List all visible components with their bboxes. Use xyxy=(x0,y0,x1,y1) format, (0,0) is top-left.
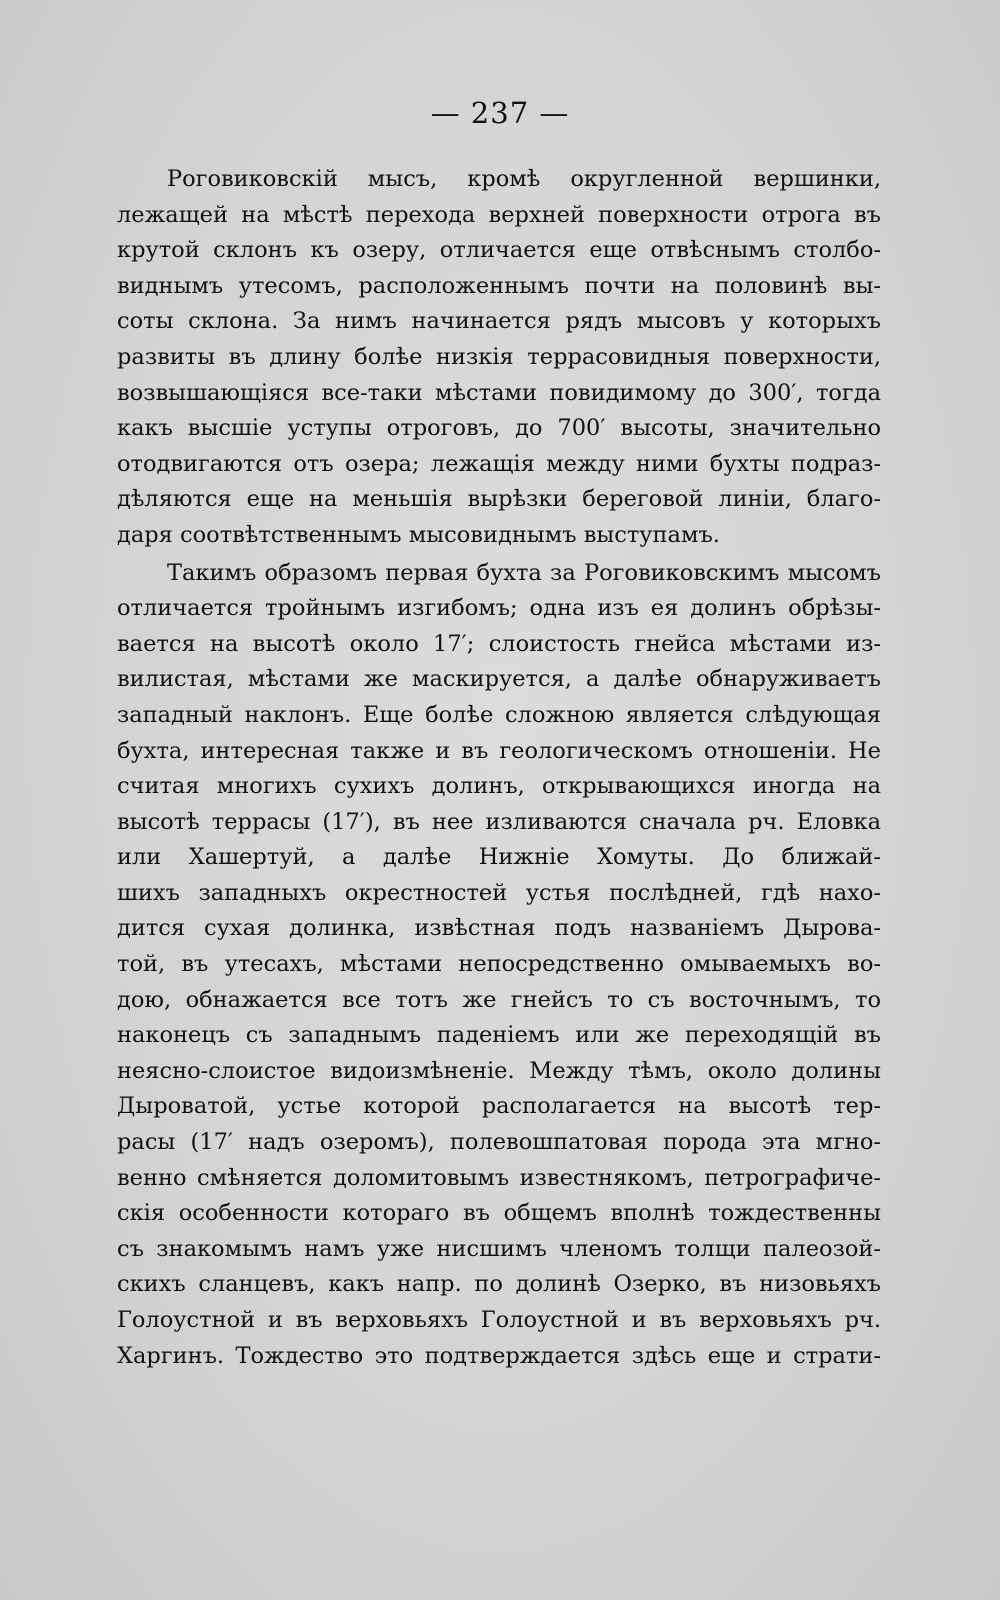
text-line: венно смѣняется доломитовымъ известнякомъ, петрографиче- xyxy=(117,1164,881,1191)
text-line: даря соотвѣтственнымъ мысовиднымъ выступамъ. xyxy=(117,521,720,548)
text-line: вается на высотѣ около 17′; слоистость гнейса мѣстами из- xyxy=(117,630,881,657)
text-line: Роговиковскій мысъ, кромѣ округленной вершинки, xyxy=(167,166,881,192)
text-line: той, въ утесахъ, мѣстами непосредственно омываемыхъ во- xyxy=(117,951,881,978)
text-line: шихъ западныхъ окрестностей устья послѣдней, гдѣ нахо- xyxy=(117,879,881,906)
text-line: расы (17′ надъ озеромъ), полевошпатовая порода эта мгно- xyxy=(117,1129,881,1156)
text-line: Дыроватой, устье которой располагается на высотѣ тер- xyxy=(117,1093,881,1120)
text-line: или Хашертуй, а далѣе Нижніе Хомуты. До ближай- xyxy=(117,844,881,871)
text-line: какъ высшіе уступы отроговъ, до 700′ высоты, значительно xyxy=(117,415,881,442)
text-line: Такимъ образомъ первая бухта за Роговиковскимъ мысомъ xyxy=(167,559,881,586)
text-line: Харгинъ. Тождество это подтверждается здѣсь еще и страти- xyxy=(117,1342,881,1369)
text-line: возвышающіяся все-таки мѣстами повидимому до 300′, тогда xyxy=(117,379,881,406)
text-line: соты склона. За нимъ начинается рядъ мысовъ у которыхъ xyxy=(117,308,881,335)
text-line: съ знакомымъ намъ уже нисшимъ членомъ толщи палеозой- xyxy=(117,1235,881,1262)
text-line: скихъ сланцевъ, какъ напр. по долинѣ Озерко, въ низовьяхъ xyxy=(117,1271,881,1298)
text-line: высотѣ террасы (17′), въ нее изливаются сначала рч. Еловка xyxy=(117,808,881,835)
text-line: дою, обнажается все тотъ же гнейсъ то съ восточнымъ, то xyxy=(117,986,881,1013)
text-line: западный наклонъ. Еще болѣе сложною является слѣдующая xyxy=(117,701,881,728)
text-line: считая многихъ сухихъ долинъ, открывающихся иногда на xyxy=(117,773,881,800)
text-line: Голоустной и въ верховьяхъ Голоустной и въ верховьяхъ рч. xyxy=(117,1307,881,1333)
page-number: — 237 — xyxy=(430,96,570,130)
text-line: вилистая, мѣстами же маскируется, а далѣе обнаруживаетъ xyxy=(117,666,881,693)
text-line: отодвигаются отъ озера; лежащія между ними бухты подраз- xyxy=(117,450,881,477)
text-line: наконецъ съ западнымъ паденіемъ или же переходящій въ xyxy=(117,1022,881,1049)
text-line: лежащей на мѣстѣ перехода верхней поверхности отрога въ xyxy=(117,201,881,228)
text-line: отличается тройнымъ изгибомъ; одна изъ ея долинъ обрѣзы- xyxy=(117,595,881,622)
paragraph-1 xyxy=(117,162,881,554)
text-line: крутой склонъ къ озеру, отличается еще отвѣснымъ столбо- xyxy=(117,237,881,264)
text-line: неясно-слоистое видоизмѣненіе. Между тѣмъ, около долины xyxy=(117,1057,881,1084)
text-line: дѣляются еще на меньшія вырѣзки береговой линіи, благо- xyxy=(117,486,881,513)
text-line: бухта, интересная также и въ геологическомъ отношеніи. Не xyxy=(117,737,881,764)
text-line: развиты въ длину болѣе низкія террасовидныя поверхности, xyxy=(117,343,881,370)
text-line: виднымъ утесомъ, расположеннымъ почти на половинѣ вы- xyxy=(117,272,881,299)
text-line: дится сухая долинка, извѣстная подъ названіемъ Дырова- xyxy=(117,915,881,942)
paragraph-2 xyxy=(117,556,881,1375)
text-line: скія особенности котораго въ общемъ вполнѣ тождественны xyxy=(117,1200,881,1227)
body-text xyxy=(117,162,881,1374)
